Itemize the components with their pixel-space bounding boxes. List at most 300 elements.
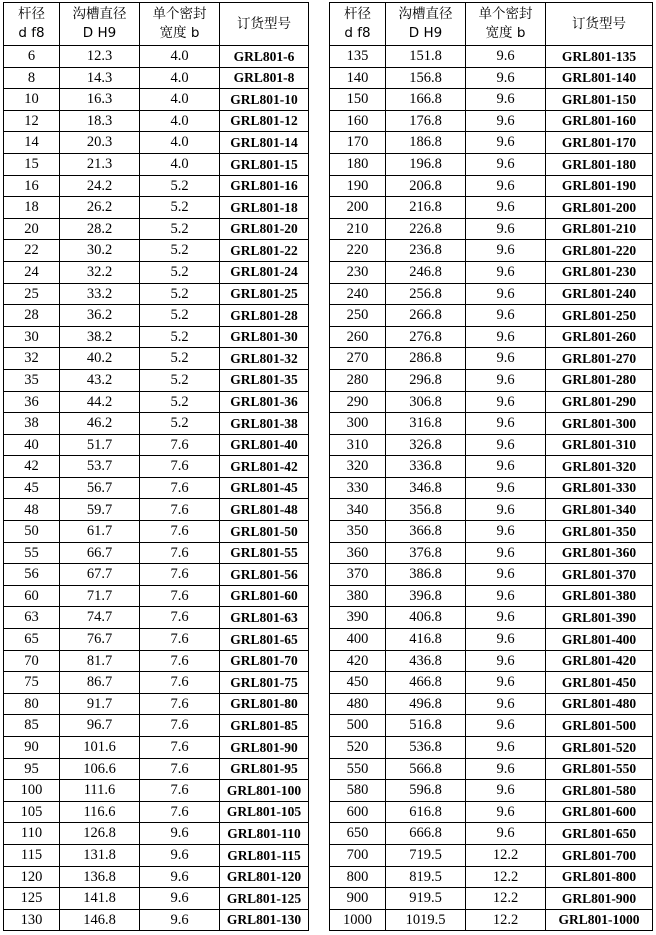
rod-diameter-cell: 500 xyxy=(330,715,386,737)
seal-width-cell: 7.6 xyxy=(140,737,220,759)
order-code-cell: GRL801-650 xyxy=(546,823,653,845)
groove-diameter-cell: 53.7 xyxy=(60,456,140,478)
rod-diameter-cell: 270 xyxy=(330,348,386,370)
rod-diameter-cell: 330 xyxy=(330,477,386,499)
seal-width-cell: 9.6 xyxy=(140,909,220,931)
rod-diameter-cell: 38 xyxy=(4,413,60,435)
groove-diameter-cell: 386.8 xyxy=(386,564,466,586)
order-code-cell: GRL801-180 xyxy=(546,153,653,175)
table-row xyxy=(4,305,309,327)
table-row xyxy=(330,499,653,521)
table-row xyxy=(330,758,653,780)
order-code-cell: GRL801-18 xyxy=(220,197,309,219)
order-code-cell: GRL801-120 xyxy=(220,866,309,888)
rod-diameter-cell: 130 xyxy=(4,909,60,931)
rod-diameter-cell: 300 xyxy=(330,413,386,435)
table-row xyxy=(330,283,653,305)
order-code-cell: GRL801-42 xyxy=(220,456,309,478)
rod-diameter-cell: 22 xyxy=(4,240,60,262)
seal-width-cell: 9.6 xyxy=(466,197,546,219)
groove-diameter-cell: 276.8 xyxy=(386,326,466,348)
rod-diameter-cell: 70 xyxy=(4,650,60,672)
table-row xyxy=(4,218,309,240)
rod-diameter-cell: 110 xyxy=(4,823,60,845)
seal-width-cell: 9.6 xyxy=(466,456,546,478)
groove-diameter-cell: 67.7 xyxy=(60,564,140,586)
seal-width-cell: 12.2 xyxy=(466,909,546,931)
order-code-header: 订货型号 xyxy=(546,3,653,46)
seal-width-cell: 5.2 xyxy=(140,305,220,327)
seal-width-cell: 9.6 xyxy=(466,46,546,68)
groove-diameter-cell: 306.8 xyxy=(386,391,466,413)
order-code-cell: GRL801-420 xyxy=(546,650,653,672)
rod-diameter-cell: 420 xyxy=(330,650,386,672)
groove-diameter-cell: 106.6 xyxy=(60,758,140,780)
seal-width-cell: 9.6 xyxy=(466,305,546,327)
seal-width-cell: 12.2 xyxy=(466,888,546,910)
table-row xyxy=(330,780,653,802)
table-row xyxy=(330,801,653,823)
groove-diameter-cell: 91.7 xyxy=(60,693,140,715)
rod-diameter-cell: 260 xyxy=(330,326,386,348)
rod-diameter-cell: 280 xyxy=(330,369,386,391)
groove-diameter-cell: 466.8 xyxy=(386,672,466,694)
groove-diameter-cell: 436.8 xyxy=(386,650,466,672)
groove-diameter-cell: 919.5 xyxy=(386,888,466,910)
seal-width-cell: 9.6 xyxy=(466,391,546,413)
groove-diameter-cell: 316.8 xyxy=(386,413,466,435)
groove-diameter-cell: 51.7 xyxy=(60,434,140,456)
seal-width-cell: 9.6 xyxy=(466,715,546,737)
table-row xyxy=(4,477,309,499)
groove-diameter-cell: 46.2 xyxy=(60,413,140,435)
table-row xyxy=(330,218,653,240)
order-code-cell: GRL801-320 xyxy=(546,456,653,478)
rod-diameter-cell: 190 xyxy=(330,175,386,197)
order-code-cell: GRL801-14 xyxy=(220,132,309,154)
table-row xyxy=(4,369,309,391)
seal-width-cell: 9.6 xyxy=(466,110,546,132)
seal-width-header: 单个密封 宽度 b xyxy=(140,3,220,46)
order-code-cell: GRL801-55 xyxy=(220,542,309,564)
order-code-cell: GRL801-500 xyxy=(546,715,653,737)
table-row xyxy=(4,326,309,348)
groove-diameter-cell: 131.8 xyxy=(60,844,140,866)
seal-width-cell: 9.6 xyxy=(466,132,546,154)
rod-diameter-cell: 1000 xyxy=(330,909,386,931)
table-row xyxy=(330,89,653,111)
groove-diameter-cell: 246.8 xyxy=(386,261,466,283)
seal-width-cell: 9.6 xyxy=(466,261,546,283)
order-code-cell: GRL801-45 xyxy=(220,477,309,499)
seal-width-cell: 9.6 xyxy=(466,801,546,823)
order-code-cell: GRL801-48 xyxy=(220,499,309,521)
groove-diameter-cell: 59.7 xyxy=(60,499,140,521)
order-code-cell: GRL801-360 xyxy=(546,542,653,564)
seal-width-cell: 7.6 xyxy=(140,477,220,499)
order-code-cell: GRL801-22 xyxy=(220,240,309,262)
groove-diameter-cell: 666.8 xyxy=(386,823,466,845)
order-code-cell: GRL801-600 xyxy=(546,801,653,823)
rod-diameter-cell: 20 xyxy=(4,218,60,240)
seal-width-cell: 9.6 xyxy=(466,326,546,348)
seal-width-cell: 9.6 xyxy=(466,413,546,435)
table-row xyxy=(4,153,309,175)
groove-diameter-cell: 38.2 xyxy=(60,326,140,348)
table-row xyxy=(330,348,653,370)
groove-diameter-cell: 56.7 xyxy=(60,477,140,499)
rod-diameter-header: 杆径 d f8 xyxy=(330,3,386,46)
order-code-cell: GRL801-350 xyxy=(546,521,653,543)
order-code-cell: GRL801-310 xyxy=(546,434,653,456)
table-row xyxy=(4,197,309,219)
order-code-cell: GRL801-150 xyxy=(546,89,653,111)
seal-width-cell: 9.6 xyxy=(140,888,220,910)
table-row xyxy=(330,607,653,629)
seal-width-cell: 9.6 xyxy=(466,434,546,456)
table-row xyxy=(330,434,653,456)
order-code-cell: GRL801-115 xyxy=(220,844,309,866)
rod-diameter-cell: 170 xyxy=(330,132,386,154)
table-row xyxy=(4,650,309,672)
seal-width-cell: 7.6 xyxy=(140,585,220,607)
rod-diameter-cell: 400 xyxy=(330,629,386,651)
order-code-cell: GRL801-38 xyxy=(220,413,309,435)
seal-width-cell: 9.6 xyxy=(466,585,546,607)
table-row xyxy=(330,197,653,219)
table-row xyxy=(330,521,653,543)
groove-diameter-cell: 16.3 xyxy=(60,89,140,111)
table-row xyxy=(4,844,309,866)
rod-diameter-cell: 220 xyxy=(330,240,386,262)
order-code-cell: GRL801-220 xyxy=(546,240,653,262)
rod-diameter-cell: 25 xyxy=(4,283,60,305)
order-code-cell: GRL801-160 xyxy=(546,110,653,132)
seal-width-cell: 9.6 xyxy=(466,348,546,370)
table-row xyxy=(330,477,653,499)
groove-diameter-cell: 43.2 xyxy=(60,369,140,391)
rod-diameter-cell: 250 xyxy=(330,305,386,327)
table-row xyxy=(4,564,309,586)
seal-width-cell: 9.6 xyxy=(466,672,546,694)
groove-diameter-cell: 76.7 xyxy=(60,629,140,651)
rod-diameter-cell: 50 xyxy=(4,521,60,543)
seal-width-cell: 4.0 xyxy=(140,153,220,175)
seal-width-cell: 12.2 xyxy=(466,866,546,888)
rod-diameter-cell: 600 xyxy=(330,801,386,823)
rod-diameter-cell: 150 xyxy=(330,89,386,111)
rod-diameter-cell: 115 xyxy=(4,844,60,866)
rod-diameter-cell: 48 xyxy=(4,499,60,521)
table-row xyxy=(330,413,653,435)
rod-diameter-cell: 320 xyxy=(330,456,386,478)
rod-diameter-cell: 310 xyxy=(330,434,386,456)
seal-width-cell: 5.2 xyxy=(140,348,220,370)
rod-diameter-cell: 36 xyxy=(4,391,60,413)
rod-diameter-cell: 180 xyxy=(330,153,386,175)
table-row xyxy=(330,823,653,845)
table-row xyxy=(330,564,653,586)
seal-width-cell: 5.2 xyxy=(140,175,220,197)
groove-diameter-cell: 496.8 xyxy=(386,693,466,715)
seal-width-cell: 9.6 xyxy=(466,542,546,564)
groove-diameter-cell: 406.8 xyxy=(386,607,466,629)
order-code-cell: GRL801-63 xyxy=(220,607,309,629)
order-code-cell: GRL801-210 xyxy=(546,218,653,240)
groove-diameter-cell: 366.8 xyxy=(386,521,466,543)
table-row xyxy=(330,305,653,327)
order-code-cell: GRL801-70 xyxy=(220,650,309,672)
groove-diameter-cell: 61.7 xyxy=(60,521,140,543)
table-row xyxy=(330,67,653,89)
order-code-cell: GRL801-56 xyxy=(220,564,309,586)
order-code-cell: GRL801-35 xyxy=(220,369,309,391)
seal-width-cell: 9.6 xyxy=(466,650,546,672)
seal-width-cell: 4.0 xyxy=(140,46,220,68)
rod-diameter-cell: 28 xyxy=(4,305,60,327)
rod-diameter-cell: 800 xyxy=(330,866,386,888)
seal-width-cell: 5.2 xyxy=(140,240,220,262)
order-code-cell: GRL801-280 xyxy=(546,369,653,391)
rod-diameter-cell: 42 xyxy=(4,456,60,478)
seal-width-header: 单个密封 宽度 b xyxy=(466,3,546,46)
seal-width-cell: 9.6 xyxy=(466,693,546,715)
groove-diameter-cell: 356.8 xyxy=(386,499,466,521)
groove-diameter-cell: 40.2 xyxy=(60,348,140,370)
seal-width-cell: 5.2 xyxy=(140,218,220,240)
seal-width-cell: 9.6 xyxy=(466,153,546,175)
groove-diameter-cell: 71.7 xyxy=(60,585,140,607)
rod-diameter-cell: 12 xyxy=(4,110,60,132)
groove-diameter-cell: 146.8 xyxy=(60,909,140,931)
rod-diameter-cell: 360 xyxy=(330,542,386,564)
rod-diameter-cell: 450 xyxy=(330,672,386,694)
seal-width-cell: 9.6 xyxy=(466,499,546,521)
table-row xyxy=(4,542,309,564)
rod-diameter-cell: 350 xyxy=(330,521,386,543)
seal-width-cell: 4.0 xyxy=(140,67,220,89)
groove-diameter-cell: 14.3 xyxy=(60,67,140,89)
table-row xyxy=(330,132,653,154)
rod-diameter-cell: 120 xyxy=(4,866,60,888)
table-row xyxy=(4,888,309,910)
table-row xyxy=(330,110,653,132)
order-code-cell: GRL801-480 xyxy=(546,693,653,715)
rod-diameter-cell: 100 xyxy=(4,780,60,802)
table-row xyxy=(4,672,309,694)
seal-width-cell: 9.6 xyxy=(466,737,546,759)
table-row xyxy=(330,240,653,262)
header-row xyxy=(4,3,309,46)
rod-diameter-cell: 65 xyxy=(4,629,60,651)
order-code-cell: GRL801-8 xyxy=(220,67,309,89)
rod-diameter-cell: 380 xyxy=(330,585,386,607)
seal-width-cell: 12.2 xyxy=(466,844,546,866)
groove-diameter-cell: 206.8 xyxy=(386,175,466,197)
groove-diameter-cell: 376.8 xyxy=(386,542,466,564)
rod-diameter-cell: 75 xyxy=(4,672,60,694)
groove-diameter-cell: 96.7 xyxy=(60,715,140,737)
order-code-cell: GRL801-330 xyxy=(546,477,653,499)
rod-diameter-cell: 140 xyxy=(330,67,386,89)
groove-diameter-cell: 81.7 xyxy=(60,650,140,672)
rod-diameter-cell: 230 xyxy=(330,261,386,283)
rod-diameter-cell: 6 xyxy=(4,46,60,68)
groove-diameter-cell: 176.8 xyxy=(386,110,466,132)
groove-diameter-cell: 719.5 xyxy=(386,844,466,866)
groove-diameter-cell: 33.2 xyxy=(60,283,140,305)
seal-width-cell: 7.6 xyxy=(140,629,220,651)
table-row xyxy=(330,672,653,694)
groove-diameter-cell: 136.8 xyxy=(60,866,140,888)
order-code-cell: GRL801-130 xyxy=(220,909,309,931)
groove-diameter-cell: 286.8 xyxy=(386,348,466,370)
seal-width-cell: 9.6 xyxy=(466,175,546,197)
seal-width-cell: 9.6 xyxy=(466,521,546,543)
table-row xyxy=(330,585,653,607)
seal-width-cell: 7.6 xyxy=(140,780,220,802)
groove-diameter-cell: 536.8 xyxy=(386,737,466,759)
seal-width-cell: 5.2 xyxy=(140,391,220,413)
table-row xyxy=(4,132,309,154)
rod-diameter-cell: 520 xyxy=(330,737,386,759)
seal-width-cell: 9.6 xyxy=(466,67,546,89)
seal-width-cell: 9.6 xyxy=(466,89,546,111)
table-row xyxy=(4,413,309,435)
order-code-cell: GRL801-65 xyxy=(220,629,309,651)
rod-diameter-cell: 200 xyxy=(330,197,386,219)
order-code-cell: GRL801-60 xyxy=(220,585,309,607)
table-row xyxy=(330,153,653,175)
rod-diameter-cell: 210 xyxy=(330,218,386,240)
groove-diameter-cell: 126.8 xyxy=(60,823,140,845)
order-code-cell: GRL801-24 xyxy=(220,261,309,283)
order-code-cell: GRL801-32 xyxy=(220,348,309,370)
rod-diameter-cell: 24 xyxy=(4,261,60,283)
rod-diameter-cell: 16 xyxy=(4,175,60,197)
groove-diameter-cell: 296.8 xyxy=(386,369,466,391)
seal-width-cell: 4.0 xyxy=(140,132,220,154)
groove-diameter-cell: 566.8 xyxy=(386,758,466,780)
groove-diameter-cell: 44.2 xyxy=(60,391,140,413)
groove-diameter-cell: 36.2 xyxy=(60,305,140,327)
seal-width-cell: 9.6 xyxy=(140,866,220,888)
seal-width-cell: 9.6 xyxy=(466,369,546,391)
left-spec-table xyxy=(3,2,309,931)
order-code-cell: GRL801-75 xyxy=(220,672,309,694)
order-code-cell: GRL801-105 xyxy=(220,801,309,823)
order-code-cell: GRL801-95 xyxy=(220,758,309,780)
table-row xyxy=(330,866,653,888)
seal-width-cell: 7.6 xyxy=(140,672,220,694)
groove-diameter-cell: 216.8 xyxy=(386,197,466,219)
seal-width-cell: 4.0 xyxy=(140,89,220,111)
rod-diameter-cell: 370 xyxy=(330,564,386,586)
table-row xyxy=(4,391,309,413)
rod-diameter-cell: 10 xyxy=(4,89,60,111)
order-code-cell: GRL801-340 xyxy=(546,499,653,521)
table-row xyxy=(330,175,653,197)
table-row xyxy=(4,866,309,888)
groove-diameter-cell: 596.8 xyxy=(386,780,466,802)
groove-diameter-header: 沟槽直径 D H9 xyxy=(386,3,466,46)
order-code-header: 订货型号 xyxy=(220,3,309,46)
order-code-cell: GRL801-450 xyxy=(546,672,653,694)
groove-diameter-cell: 116.6 xyxy=(60,801,140,823)
order-code-cell: GRL801-12 xyxy=(220,110,309,132)
order-code-cell: GRL801-85 xyxy=(220,715,309,737)
seal-width-cell: 7.6 xyxy=(140,499,220,521)
seal-width-cell: 9.6 xyxy=(466,240,546,262)
order-code-cell: GRL801-170 xyxy=(546,132,653,154)
seal-width-cell: 7.6 xyxy=(140,801,220,823)
rod-diameter-cell: 290 xyxy=(330,391,386,413)
groove-diameter-cell: 156.8 xyxy=(386,67,466,89)
seal-width-cell: 7.6 xyxy=(140,521,220,543)
groove-diameter-cell: 616.8 xyxy=(386,801,466,823)
groove-diameter-cell: 24.2 xyxy=(60,175,140,197)
table-row xyxy=(330,909,653,931)
seal-width-cell: 9.6 xyxy=(466,218,546,240)
table-row xyxy=(4,283,309,305)
order-code-cell: GRL801-190 xyxy=(546,175,653,197)
order-code-cell: GRL801-380 xyxy=(546,585,653,607)
table-row xyxy=(330,391,653,413)
table-row xyxy=(330,369,653,391)
groove-diameter-cell: 28.2 xyxy=(60,218,140,240)
order-code-cell: GRL801-390 xyxy=(546,607,653,629)
rod-diameter-cell: 30 xyxy=(4,326,60,348)
groove-diameter-cell: 66.7 xyxy=(60,542,140,564)
seal-width-cell: 7.6 xyxy=(140,456,220,478)
order-code-cell: GRL801-550 xyxy=(546,758,653,780)
seal-width-cell: 7.6 xyxy=(140,715,220,737)
order-code-cell: GRL801-50 xyxy=(220,521,309,543)
order-code-cell: GRL801-40 xyxy=(220,434,309,456)
table-row xyxy=(4,780,309,802)
order-code-cell: GRL801-800 xyxy=(546,866,653,888)
rod-diameter-cell: 8 xyxy=(4,67,60,89)
table-row xyxy=(4,240,309,262)
table-row xyxy=(330,737,653,759)
seal-width-cell: 5.2 xyxy=(140,261,220,283)
seal-width-cell: 9.6 xyxy=(466,607,546,629)
seal-width-cell: 7.6 xyxy=(140,758,220,780)
table-row xyxy=(330,650,653,672)
rod-diameter-cell: 55 xyxy=(4,542,60,564)
order-code-cell: GRL801-90 xyxy=(220,737,309,759)
table-row xyxy=(330,456,653,478)
groove-diameter-header: 沟槽直径 D H9 xyxy=(60,3,140,46)
table-row xyxy=(4,67,309,89)
seal-width-cell: 5.2 xyxy=(140,283,220,305)
order-code-cell: GRL801-700 xyxy=(546,844,653,866)
rod-diameter-cell: 14 xyxy=(4,132,60,154)
table-row xyxy=(4,801,309,823)
order-code-cell: GRL801-370 xyxy=(546,564,653,586)
groove-diameter-cell: 396.8 xyxy=(386,585,466,607)
rod-diameter-cell: 35 xyxy=(4,369,60,391)
right-spec-table xyxy=(329,2,653,931)
table-row xyxy=(4,46,309,68)
order-code-cell: GRL801-240 xyxy=(546,283,653,305)
rod-diameter-cell: 105 xyxy=(4,801,60,823)
order-code-cell: GRL801-300 xyxy=(546,413,653,435)
groove-diameter-cell: 151.8 xyxy=(386,46,466,68)
order-code-cell: GRL801-140 xyxy=(546,67,653,89)
groove-diameter-cell: 336.8 xyxy=(386,456,466,478)
groove-diameter-cell: 86.7 xyxy=(60,672,140,694)
